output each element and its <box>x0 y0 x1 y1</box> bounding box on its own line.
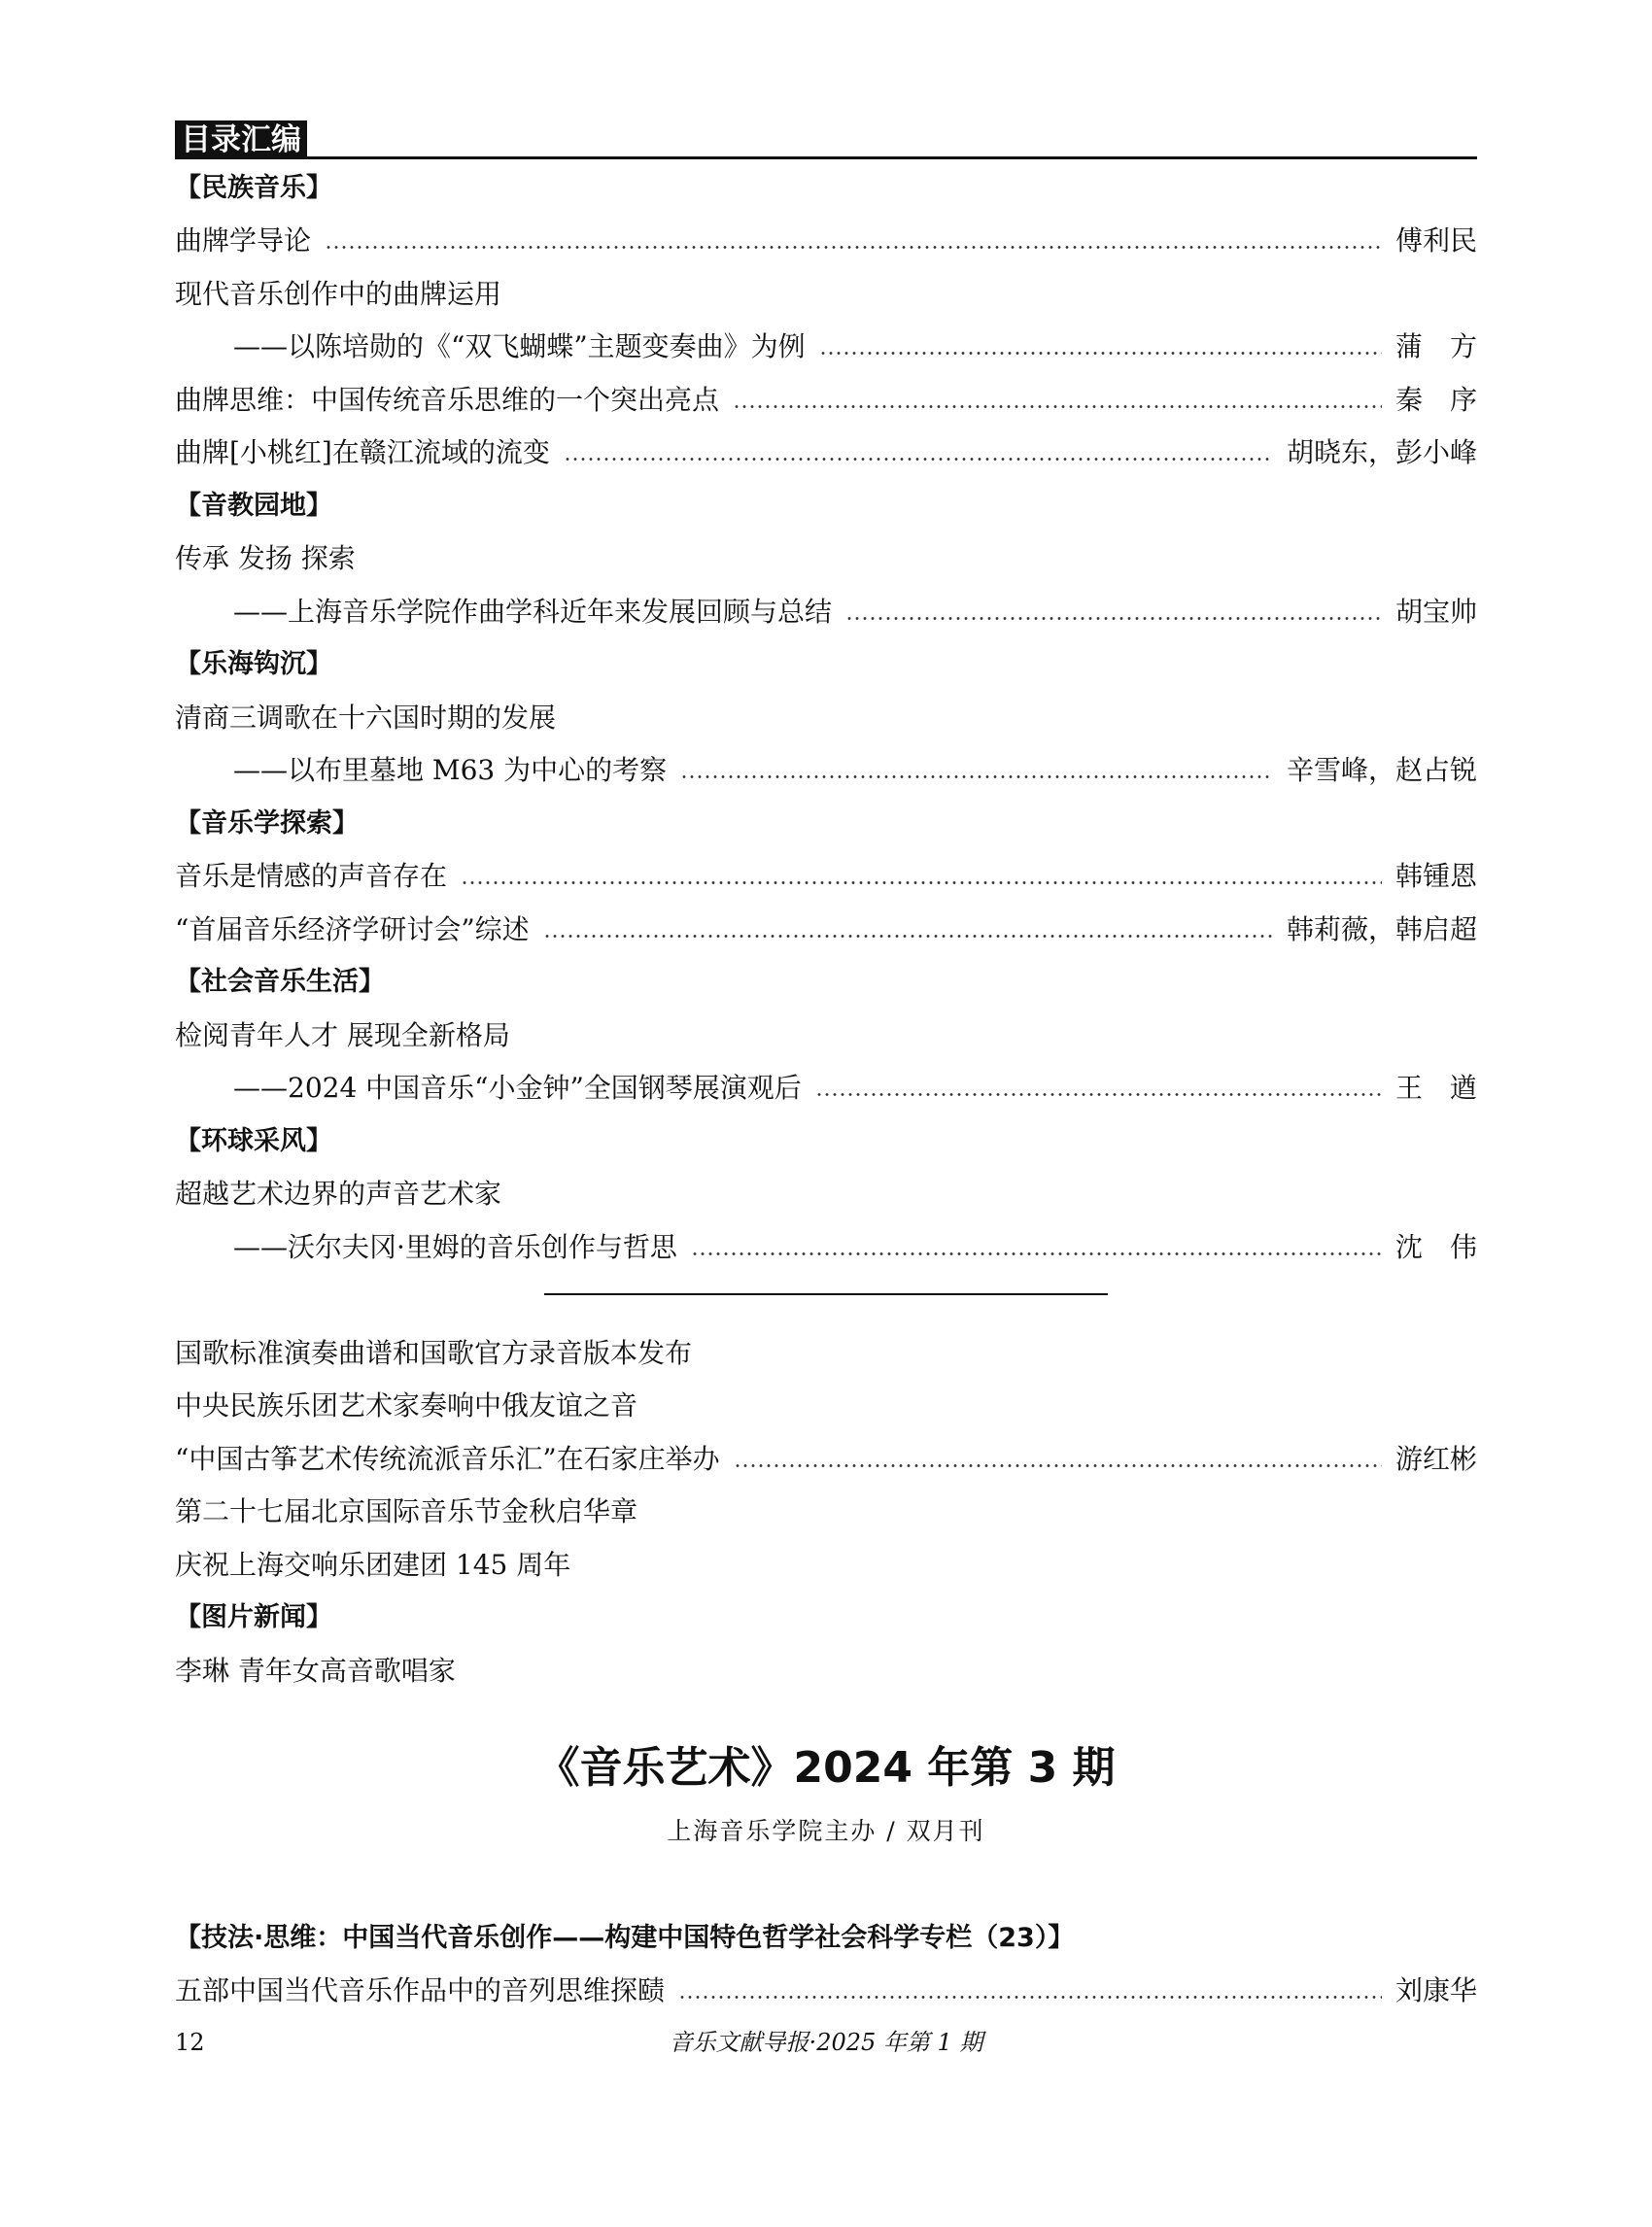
news-item[interactable]: 李琳 青年女高音歌唱家 <box>175 1655 456 1687</box>
entry-author: 游红彬 <box>1394 1443 1477 1475</box>
toc-entry[interactable] <box>175 374 1477 427</box>
entry-title: 曲牌学导论 <box>175 224 312 257</box>
entry-title: “首届音乐经济学研讨会”综述 <box>175 913 530 945</box>
entry-author: 蒲 方 <box>1394 330 1477 362</box>
journal-issue-subtitle: 上海音乐学院主办 / 双月刊 <box>667 1817 985 1845</box>
entry-title[interactable]: 清商三调歌在十六国时期的发展 <box>175 702 557 734</box>
news-entry[interactable] <box>175 1433 1477 1486</box>
leader-dots <box>734 1464 1382 1467</box>
entry-author: 胡晓东，彭小峰 <box>1286 436 1477 468</box>
toc-entry[interactable] <box>175 215 1477 267</box>
leader-dots <box>325 246 1382 249</box>
header-title: 目录汇编 <box>175 120 307 159</box>
news-item[interactable]: 第二十七届北京国际音乐节金秋启华章 <box>175 1495 638 1527</box>
leader-dots <box>678 1996 1382 1999</box>
entry-author: 刘康华 <box>1394 1974 1477 2006</box>
entry-title: 音乐是情感的声音存在 <box>175 860 448 892</box>
leader-dots <box>819 352 1382 355</box>
entry-title: “中国古筝艺术传统流派音乐汇”在石家庄举办 <box>175 1443 720 1475</box>
leader-dots <box>815 1093 1382 1096</box>
section-heading: 【民族音乐】 <box>175 173 332 203</box>
entry-author: 王 遒 <box>1394 1072 1477 1104</box>
entry-title[interactable]: 检阅青年人才 展现全新格局 <box>175 1019 510 1051</box>
section-heading: 【音教园地】 <box>175 491 332 521</box>
entry-subtitle: ——以陈培勋的《“双飞蝴蝶”主题变奏曲》为例 <box>233 330 806 362</box>
toc-subentry[interactable] <box>233 321 1477 373</box>
toc-subentry[interactable] <box>233 1062 1477 1114</box>
entry-subtitle: ——以布里墓地 M63 为中心的考察 <box>233 754 668 786</box>
entry-author: 秦 序 <box>1394 384 1477 416</box>
catalog-header <box>175 119 1477 159</box>
leader-dots <box>845 617 1382 620</box>
entry-author: 韩锺恩 <box>1394 860 1477 892</box>
toc-entry[interactable] <box>175 904 1477 956</box>
leader-dots <box>461 881 1382 884</box>
section-heading: 【乐海钩沉】 <box>175 649 332 679</box>
entry-title: 曲牌[小桃红]在赣江流域的流变 <box>175 436 550 468</box>
leader-dots <box>691 1252 1382 1255</box>
toc-entry[interactable] <box>175 1965 1477 2017</box>
entry-title[interactable]: 超越艺术边界的声音艺术家 <box>175 1178 502 1210</box>
entry-author: 韩莉薇，韩启超 <box>1286 913 1477 945</box>
section-divider <box>544 1293 1108 1295</box>
entry-author: 胡宝帅 <box>1394 596 1477 628</box>
leader-dots <box>680 775 1273 778</box>
section-heading: 【环球采风】 <box>175 1126 332 1156</box>
toc-subentry[interactable] <box>233 1221 1477 1274</box>
entry-title: 五部中国当代音乐作品中的音列思维探赜 <box>175 1974 666 2006</box>
entry-subtitle: ——2024 中国音乐“小金钟”全国钢琴展演观后 <box>233 1072 802 1104</box>
header-rule <box>175 156 1477 159</box>
entry-subtitle: ——上海音乐学院作曲学科近年来发展回顾与总结 <box>233 596 833 628</box>
section-heading: 【技法·思维：中国当代音乐创作——构建中国特色哲学社会科学专栏（23）】 <box>175 1923 1075 1953</box>
toc-subentry[interactable] <box>233 744 1477 797</box>
entry-title[interactable]: 现代音乐创作中的曲牌运用 <box>175 278 502 310</box>
entry-title[interactable]: 传承 发扬 探索 <box>175 542 356 574</box>
news-item[interactable]: 国歌标准演奏曲谱和国歌官方录音版本发布 <box>175 1337 693 1369</box>
toc-subentry[interactable] <box>233 586 1477 638</box>
entry-author: 辛雪峰，赵占锐 <box>1286 754 1477 786</box>
section-heading: 【图片新闻】 <box>175 1602 332 1632</box>
page-footer <box>175 2023 1477 2062</box>
entry-title: 曲牌思维：中国传统音乐思维的一个突出亮点 <box>175 384 720 416</box>
news-item[interactable]: 庆祝上海交响乐团建团 145 周年 <box>175 1549 571 1581</box>
entry-author: 沈 伟 <box>1394 1231 1477 1263</box>
leader-dots <box>543 935 1273 938</box>
section-heading: 【社会音乐生活】 <box>175 967 385 997</box>
toc-entry[interactable] <box>175 850 1477 903</box>
entry-author: 傅利民 <box>1394 224 1477 257</box>
running-footer-journal: 音乐文献导报·2025 年第 1 期 <box>669 2029 983 2056</box>
page-number: 12 <box>175 2029 205 2056</box>
news-item[interactable]: 中央民族乐团艺术家奏响中俄友谊之音 <box>175 1389 638 1422</box>
toc-entry[interactable] <box>175 427 1477 479</box>
section-heading: 【音乐学探索】 <box>175 808 359 839</box>
entry-subtitle: ——沃尔夫冈·里姆的音乐创作与哲思 <box>233 1231 677 1263</box>
journal-issue-title: 《音乐艺术》2024 年第 3 期 <box>536 1743 1116 1793</box>
leader-dots <box>733 405 1382 408</box>
leader-dots <box>564 458 1273 461</box>
